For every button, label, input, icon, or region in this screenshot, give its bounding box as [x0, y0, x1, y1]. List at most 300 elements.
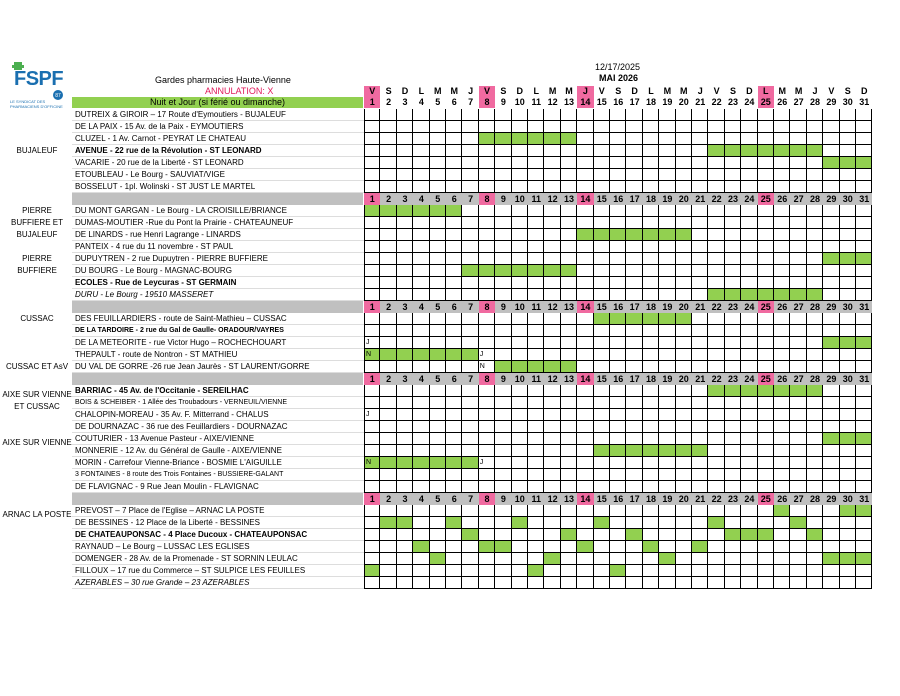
empty-cell[interactable]: [594, 409, 610, 421]
empty-cell[interactable]: [561, 505, 577, 517]
empty-cell[interactable]: [430, 169, 446, 181]
empty-cell[interactable]: [659, 265, 675, 277]
empty-cell[interactable]: [790, 469, 806, 481]
empty-cell[interactable]: [446, 577, 462, 589]
empty-cell[interactable]: [430, 541, 446, 553]
empty-cell[interactable]: [643, 289, 659, 301]
empty-cell[interactable]: [380, 325, 396, 337]
empty-cell[interactable]: [495, 565, 511, 577]
empty-cell[interactable]: [774, 577, 790, 589]
empty-cell[interactable]: [626, 553, 642, 565]
empty-cell[interactable]: [430, 277, 446, 289]
empty-cell[interactable]: [643, 409, 659, 421]
empty-cell[interactable]: [561, 253, 577, 265]
empty-cell[interactable]: [594, 217, 610, 229]
duty-cell[interactable]: [659, 229, 675, 241]
empty-cell[interactable]: [676, 289, 692, 301]
empty-cell[interactable]: [774, 169, 790, 181]
empty-cell[interactable]: [840, 565, 856, 577]
empty-cell[interactable]: [741, 121, 757, 133]
empty-cell[interactable]: [413, 109, 429, 121]
empty-cell[interactable]: [708, 553, 724, 565]
empty-cell[interactable]: [774, 349, 790, 361]
empty-cell[interactable]: [430, 397, 446, 409]
empty-cell[interactable]: [512, 349, 528, 361]
empty-cell[interactable]: [577, 445, 593, 457]
duty-cell[interactable]: [643, 313, 659, 325]
empty-cell[interactable]: [692, 337, 708, 349]
empty-cell[interactable]: [479, 217, 495, 229]
empty-cell[interactable]: [692, 553, 708, 565]
empty-cell[interactable]: [544, 157, 560, 169]
empty-cell[interactable]: [430, 313, 446, 325]
empty-cell[interactable]: [708, 409, 724, 421]
empty-cell[interactable]: [758, 241, 774, 253]
empty-cell[interactable]: [561, 145, 577, 157]
empty-cell[interactable]: [577, 205, 593, 217]
empty-cell[interactable]: [397, 469, 413, 481]
empty-cell[interactable]: [479, 277, 495, 289]
empty-cell[interactable]: [430, 517, 446, 529]
empty-cell[interactable]: [413, 265, 429, 277]
empty-cell[interactable]: [725, 253, 741, 265]
duty-cell[interactable]: [708, 145, 724, 157]
empty-cell[interactable]: [708, 433, 724, 445]
duty-cell[interactable]: [397, 517, 413, 529]
empty-cell[interactable]: [495, 169, 511, 181]
empty-cell[interactable]: [692, 289, 708, 301]
empty-cell[interactable]: [610, 457, 626, 469]
empty-cell[interactable]: [577, 349, 593, 361]
empty-cell[interactable]: [364, 505, 380, 517]
empty-cell[interactable]: [610, 325, 626, 337]
empty-cell[interactable]: [512, 145, 528, 157]
empty-cell[interactable]: [643, 181, 659, 193]
empty-cell[interactable]: [725, 457, 741, 469]
empty-cell[interactable]: [807, 217, 823, 229]
empty-cell[interactable]: [594, 481, 610, 493]
duty-cell[interactable]: [430, 349, 446, 361]
empty-cell[interactable]: [823, 361, 839, 373]
empty-cell[interactable]: [528, 517, 544, 529]
empty-cell[interactable]: [790, 133, 806, 145]
duty-cell[interactable]: [561, 265, 577, 277]
empty-cell[interactable]: [364, 313, 380, 325]
empty-cell[interactable]: [856, 217, 872, 229]
empty-cell[interactable]: [512, 325, 528, 337]
empty-cell[interactable]: [725, 361, 741, 373]
empty-cell[interactable]: [364, 241, 380, 253]
empty-cell[interactable]: [643, 121, 659, 133]
empty-cell[interactable]: [823, 181, 839, 193]
empty-cell[interactable]: [676, 577, 692, 589]
empty-cell[interactable]: [380, 229, 396, 241]
empty-cell[interactable]: [758, 349, 774, 361]
empty-cell[interactable]: [676, 277, 692, 289]
empty-cell[interactable]: [692, 133, 708, 145]
empty-cell[interactable]: [758, 361, 774, 373]
empty-cell[interactable]: [413, 577, 429, 589]
empty-cell[interactable]: [512, 205, 528, 217]
empty-cell[interactable]: [594, 433, 610, 445]
empty-cell[interactable]: [659, 541, 675, 553]
empty-cell[interactable]: [774, 565, 790, 577]
empty-cell[interactable]: [758, 577, 774, 589]
empty-cell[interactable]: [561, 541, 577, 553]
empty-cell[interactable]: [774, 445, 790, 457]
duty-cell[interactable]: [364, 565, 380, 577]
empty-cell[interactable]: [659, 205, 675, 217]
empty-cell[interactable]: [446, 481, 462, 493]
empty-cell[interactable]: [413, 157, 429, 169]
empty-cell[interactable]: [512, 505, 528, 517]
empty-cell[interactable]: [577, 133, 593, 145]
empty-cell[interactable]: [643, 157, 659, 169]
duty-cell[interactable]: [774, 145, 790, 157]
empty-cell[interactable]: [413, 529, 429, 541]
empty-cell[interactable]: [479, 121, 495, 133]
empty-cell[interactable]: [856, 181, 872, 193]
duty-cell[interactable]: [544, 361, 560, 373]
duty-cell[interactable]: [676, 313, 692, 325]
empty-cell[interactable]: [692, 241, 708, 253]
empty-cell[interactable]: [626, 133, 642, 145]
empty-cell[interactable]: [676, 361, 692, 373]
empty-cell[interactable]: [479, 229, 495, 241]
empty-cell[interactable]: [430, 361, 446, 373]
empty-cell[interactable]: [626, 505, 642, 517]
empty-cell[interactable]: [774, 421, 790, 433]
empty-cell[interactable]: [708, 109, 724, 121]
empty-cell[interactable]: [823, 265, 839, 277]
empty-cell[interactable]: [610, 217, 626, 229]
empty-cell[interactable]: [495, 409, 511, 421]
empty-cell[interactable]: [676, 217, 692, 229]
empty-cell[interactable]: [512, 229, 528, 241]
empty-cell[interactable]: [512, 289, 528, 301]
duty-cell[interactable]: [528, 265, 544, 277]
empty-cell[interactable]: [594, 265, 610, 277]
empty-cell[interactable]: [544, 541, 560, 553]
empty-cell[interactable]: [741, 169, 757, 181]
empty-cell[interactable]: [544, 349, 560, 361]
empty-cell[interactable]: [725, 517, 741, 529]
empty-cell[interactable]: [413, 481, 429, 493]
empty-cell[interactable]: [364, 277, 380, 289]
empty-cell[interactable]: [626, 481, 642, 493]
empty-cell[interactable]: [840, 289, 856, 301]
empty-cell[interactable]: [856, 229, 872, 241]
empty-cell[interactable]: [512, 577, 528, 589]
duty-cell[interactable]: [758, 289, 774, 301]
empty-cell[interactable]: [758, 445, 774, 457]
empty-cell[interactable]: [413, 385, 429, 397]
empty-cell[interactable]: [462, 541, 478, 553]
empty-cell[interactable]: [577, 181, 593, 193]
empty-cell[interactable]: [594, 457, 610, 469]
empty-cell[interactable]: [741, 253, 757, 265]
empty-cell[interactable]: [741, 181, 757, 193]
empty-cell[interactable]: [413, 289, 429, 301]
empty-cell[interactable]: [807, 157, 823, 169]
empty-cell[interactable]: [643, 241, 659, 253]
empty-cell[interactable]: J: [479, 349, 495, 361]
empty-cell[interactable]: [544, 409, 560, 421]
empty-cell[interactable]: [626, 109, 642, 121]
empty-cell[interactable]: [692, 325, 708, 337]
empty-cell[interactable]: [692, 457, 708, 469]
empty-cell[interactable]: [544, 457, 560, 469]
empty-cell[interactable]: [790, 349, 806, 361]
empty-cell[interactable]: [479, 433, 495, 445]
empty-cell[interactable]: [512, 313, 528, 325]
empty-cell[interactable]: [512, 529, 528, 541]
empty-cell[interactable]: [528, 109, 544, 121]
empty-cell[interactable]: [561, 109, 577, 121]
empty-cell[interactable]: [741, 265, 757, 277]
empty-cell[interactable]: [790, 457, 806, 469]
empty-cell[interactable]: [380, 169, 396, 181]
empty-cell[interactable]: [725, 241, 741, 253]
empty-cell[interactable]: [643, 385, 659, 397]
empty-cell[interactable]: [741, 409, 757, 421]
empty-cell[interactable]: [692, 169, 708, 181]
empty-cell[interactable]: [774, 265, 790, 277]
empty-cell[interactable]: [840, 325, 856, 337]
empty-cell[interactable]: [823, 277, 839, 289]
empty-cell[interactable]: [708, 169, 724, 181]
empty-cell[interactable]: [577, 253, 593, 265]
empty-cell[interactable]: [577, 121, 593, 133]
empty-cell[interactable]: [446, 313, 462, 325]
empty-cell[interactable]: [495, 157, 511, 169]
duty-cell[interactable]: [479, 265, 495, 277]
empty-cell[interactable]: [856, 277, 872, 289]
duty-cell[interactable]: [856, 433, 872, 445]
duty-cell[interactable]: [692, 445, 708, 457]
empty-cell[interactable]: [725, 121, 741, 133]
empty-cell[interactable]: [626, 337, 642, 349]
empty-cell[interactable]: [659, 325, 675, 337]
empty-cell[interactable]: [692, 433, 708, 445]
empty-cell[interactable]: [561, 157, 577, 169]
empty-cell[interactable]: [528, 241, 544, 253]
empty-cell[interactable]: [594, 505, 610, 517]
empty-cell[interactable]: [708, 205, 724, 217]
empty-cell[interactable]: [708, 325, 724, 337]
empty-cell[interactable]: [643, 421, 659, 433]
empty-cell[interactable]: [479, 181, 495, 193]
empty-cell[interactable]: [577, 361, 593, 373]
duty-cell[interactable]: [823, 433, 839, 445]
empty-cell[interactable]: [840, 169, 856, 181]
empty-cell[interactable]: [676, 325, 692, 337]
empty-cell[interactable]: [741, 325, 757, 337]
empty-cell[interactable]: [741, 457, 757, 469]
empty-cell[interactable]: [479, 409, 495, 421]
empty-cell[interactable]: [823, 517, 839, 529]
empty-cell[interactable]: [840, 577, 856, 589]
empty-cell[interactable]: [495, 121, 511, 133]
empty-cell[interactable]: [364, 325, 380, 337]
empty-cell[interactable]: [643, 253, 659, 265]
empty-cell[interactable]: [462, 217, 478, 229]
empty-cell[interactable]: [790, 337, 806, 349]
empty-cell[interactable]: [807, 421, 823, 433]
empty-cell[interactable]: [397, 121, 413, 133]
empty-cell[interactable]: [380, 361, 396, 373]
empty-cell[interactable]: [577, 241, 593, 253]
empty-cell[interactable]: [676, 133, 692, 145]
empty-cell[interactable]: [462, 133, 478, 145]
empty-cell[interactable]: [659, 469, 675, 481]
empty-cell[interactable]: [479, 169, 495, 181]
empty-cell[interactable]: [856, 349, 872, 361]
duty-cell[interactable]: [840, 433, 856, 445]
empty-cell[interactable]: [544, 109, 560, 121]
empty-cell[interactable]: [364, 517, 380, 529]
empty-cell[interactable]: [495, 445, 511, 457]
empty-cell[interactable]: [807, 565, 823, 577]
empty-cell[interactable]: [577, 397, 593, 409]
empty-cell[interactable]: [676, 505, 692, 517]
empty-cell[interactable]: [462, 433, 478, 445]
empty-cell[interactable]: [676, 385, 692, 397]
empty-cell[interactable]: [643, 349, 659, 361]
empty-cell[interactable]: [626, 325, 642, 337]
empty-cell[interactable]: [544, 565, 560, 577]
empty-cell[interactable]: [725, 421, 741, 433]
duty-cell[interactable]: [659, 313, 675, 325]
empty-cell[interactable]: [561, 169, 577, 181]
empty-cell[interactable]: [823, 529, 839, 541]
empty-cell[interactable]: [446, 385, 462, 397]
empty-cell[interactable]: [462, 565, 478, 577]
empty-cell[interactable]: [430, 445, 446, 457]
empty-cell[interactable]: [807, 397, 823, 409]
empty-cell[interactable]: [413, 397, 429, 409]
empty-cell[interactable]: [512, 565, 528, 577]
empty-cell[interactable]: [758, 565, 774, 577]
empty-cell[interactable]: [380, 265, 396, 277]
empty-cell[interactable]: [413, 121, 429, 133]
duty-cell[interactable]: [725, 145, 741, 157]
empty-cell[interactable]: [380, 277, 396, 289]
duty-cell[interactable]: [840, 553, 856, 565]
empty-cell[interactable]: [758, 469, 774, 481]
empty-cell[interactable]: [741, 577, 757, 589]
empty-cell[interactable]: [840, 481, 856, 493]
empty-cell[interactable]: [643, 277, 659, 289]
duty-cell[interactable]: [741, 289, 757, 301]
empty-cell[interactable]: [544, 385, 560, 397]
empty-cell[interactable]: [495, 109, 511, 121]
empty-cell[interactable]: [692, 565, 708, 577]
duty-cell[interactable]: [840, 337, 856, 349]
empty-cell[interactable]: [807, 325, 823, 337]
empty-cell[interactable]: [544, 505, 560, 517]
empty-cell[interactable]: [495, 325, 511, 337]
empty-cell[interactable]: [495, 349, 511, 361]
empty-cell[interactable]: [758, 457, 774, 469]
empty-cell[interactable]: [741, 565, 757, 577]
duty-cell[interactable]: [626, 229, 642, 241]
empty-cell[interactable]: [790, 169, 806, 181]
empty-cell[interactable]: [741, 541, 757, 553]
empty-cell[interactable]: [380, 541, 396, 553]
duty-cell[interactable]: [364, 205, 380, 217]
empty-cell[interactable]: [659, 505, 675, 517]
empty-cell[interactable]: [626, 157, 642, 169]
empty-cell[interactable]: [807, 349, 823, 361]
empty-cell[interactable]: [708, 157, 724, 169]
empty-cell[interactable]: [413, 469, 429, 481]
empty-cell[interactable]: [479, 517, 495, 529]
empty-cell[interactable]: [479, 397, 495, 409]
empty-cell[interactable]: [708, 529, 724, 541]
empty-cell[interactable]: [594, 205, 610, 217]
empty-cell[interactable]: [708, 337, 724, 349]
empty-cell[interactable]: [774, 133, 790, 145]
empty-cell[interactable]: [790, 445, 806, 457]
empty-cell[interactable]: [397, 553, 413, 565]
empty-cell[interactable]: [659, 577, 675, 589]
empty-cell[interactable]: [512, 169, 528, 181]
empty-cell[interactable]: [397, 361, 413, 373]
empty-cell[interactable]: [495, 577, 511, 589]
empty-cell[interactable]: [610, 517, 626, 529]
empty-cell[interactable]: [643, 109, 659, 121]
empty-cell[interactable]: [479, 337, 495, 349]
empty-cell[interactable]: [462, 469, 478, 481]
empty-cell[interactable]: [462, 169, 478, 181]
empty-cell[interactable]: [479, 469, 495, 481]
empty-cell[interactable]: [774, 553, 790, 565]
empty-cell[interactable]: [741, 445, 757, 457]
empty-cell[interactable]: [413, 565, 429, 577]
empty-cell[interactable]: [807, 133, 823, 145]
empty-cell[interactable]: [528, 289, 544, 301]
empty-cell[interactable]: [643, 505, 659, 517]
empty-cell[interactable]: [741, 229, 757, 241]
empty-cell[interactable]: [692, 145, 708, 157]
empty-cell[interactable]: [790, 181, 806, 193]
empty-cell[interactable]: [610, 361, 626, 373]
duty-cell[interactable]: [856, 505, 872, 517]
duty-cell[interactable]: [807, 289, 823, 301]
empty-cell[interactable]: [364, 385, 380, 397]
empty-cell[interactable]: [380, 289, 396, 301]
empty-cell[interactable]: [397, 145, 413, 157]
empty-cell[interactable]: [708, 121, 724, 133]
empty-cell[interactable]: [380, 313, 396, 325]
empty-cell[interactable]: [643, 337, 659, 349]
empty-cell[interactable]: [380, 217, 396, 229]
empty-cell[interactable]: [479, 241, 495, 253]
empty-cell[interactable]: [397, 229, 413, 241]
empty-cell[interactable]: [676, 181, 692, 193]
empty-cell[interactable]: [594, 289, 610, 301]
empty-cell[interactable]: [643, 577, 659, 589]
empty-cell[interactable]: [741, 157, 757, 169]
empty-cell[interactable]: [577, 289, 593, 301]
empty-cell[interactable]: [380, 445, 396, 457]
empty-cell[interactable]: [741, 505, 757, 517]
empty-cell[interactable]: [856, 205, 872, 217]
empty-cell[interactable]: [823, 565, 839, 577]
duty-cell[interactable]: [495, 133, 511, 145]
empty-cell[interactable]: [544, 337, 560, 349]
